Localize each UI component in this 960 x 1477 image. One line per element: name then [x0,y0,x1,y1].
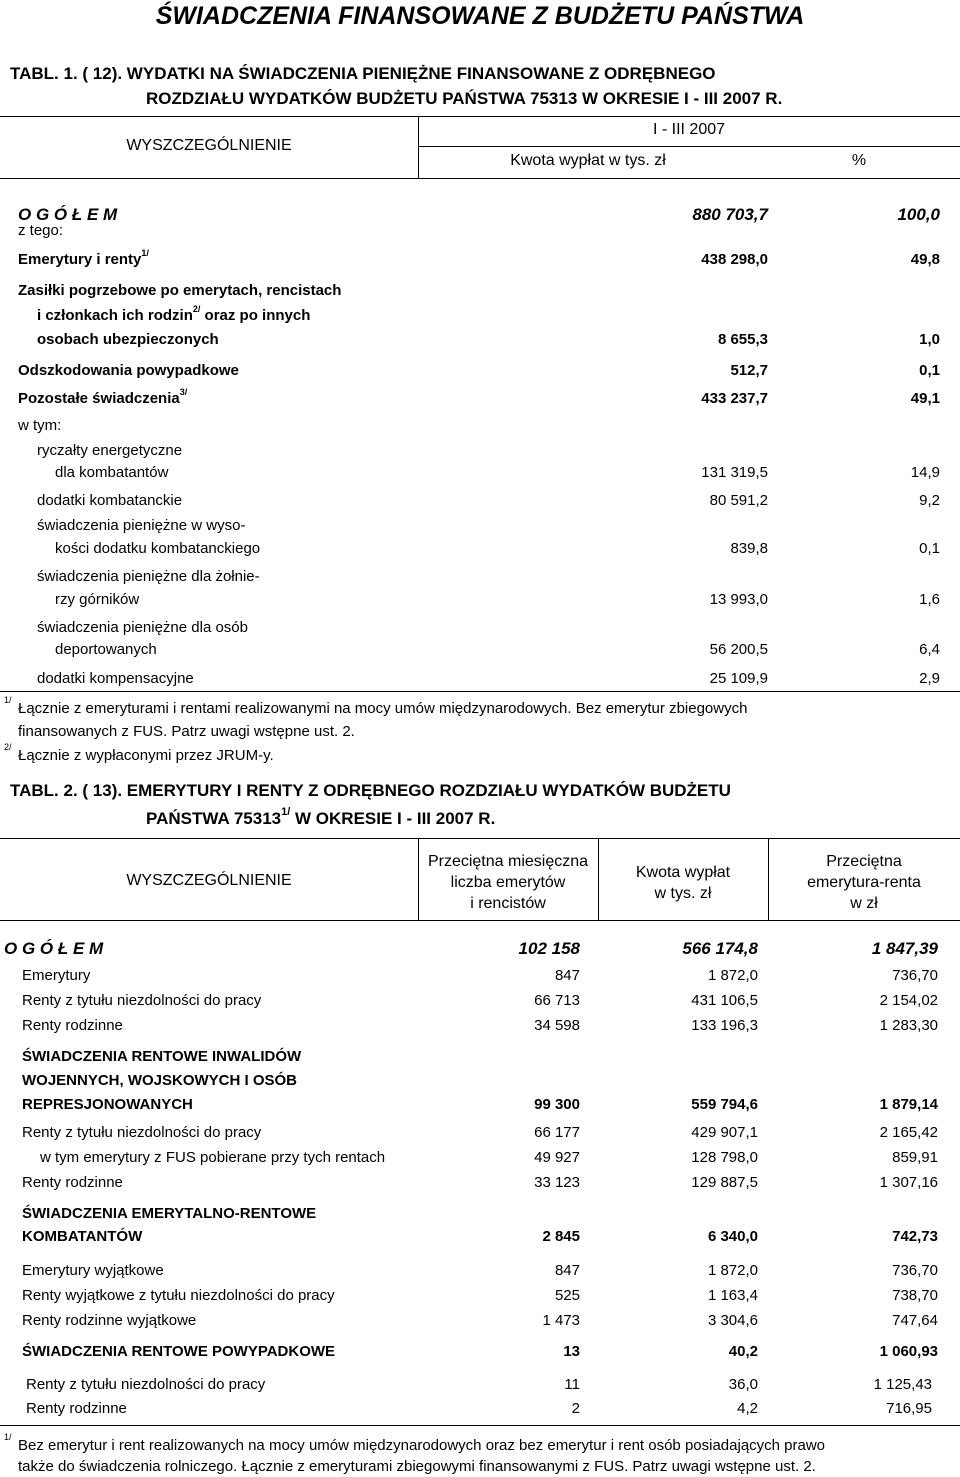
table1-row-pct: 49,8 [910,251,940,268]
table1-header-bottom-rule [0,178,960,179]
table2-row-amount: 133 196,3 [691,1017,758,1034]
table2-row-count: 1 473 [542,1312,580,1329]
table1-row-label: rzy górników [55,591,140,608]
table2-row-label: w tym emerytury z FUS pobierane przy tych rentach [40,1149,386,1166]
table2-title-line2: PAŃSTWA $75313^{1/}$ W OKRESIE I - III 2007 R. [146,806,496,828]
table1-row-label: Odszkodowania powypadkowe [18,362,239,379]
table1-row-amount: 512,7 [730,362,768,379]
table2-section-label: WOJENNYCH, WOJSKOWYCH I OSÓB [22,1072,298,1089]
table2-header-amount: Kwota wypłat w tys. zł [635,864,731,902]
table1-header-pct: % [851,152,867,169]
table2-row-avg: 1 283,30 [879,1017,938,1034]
table2-total-amount: 566 174,8 [682,939,758,958]
table2-total-avg: 1 847,39 [871,939,938,958]
table1-footnote2-mark: 2/ [4,742,12,752]
table2-row-avg: 736,70 [892,967,938,984]
table2-header-avg-count: Przeciętna miesięczna liczba emerytów i rencistów [427,853,589,912]
table2-row-count: 33 123 [534,1174,580,1191]
table1-row-label: świadczenia pieniężne dla osób [37,619,248,636]
table1-row-amount: 839,8 [730,540,768,557]
table2-bottom-rule [0,1425,960,1426]
table1-ztego-label: z tego: [18,222,64,239]
table2-section-label: ŚWIADCZENIA EMERYTALNO-RENTOWE [22,1205,317,1222]
table1-row-label: Zasiłki pogrzebowe po emerytach, rencistach [18,282,342,299]
table1-row-amount: 438 298,0 [701,251,768,268]
table2-row-avg: 2 165,42 [879,1124,938,1141]
table2-row-count: 66 177 [534,1124,580,1141]
table2-header-bottom-rule [0,920,960,921]
table2-row-label: Renty z tytułu niezdolności do pracy [22,992,262,1009]
table1-top-rule [0,116,960,117]
table2-row-avg: 716,95 [886,1400,932,1417]
table2-row-amount: 431 106,5 [691,992,758,1009]
table2-row-amount: 1 872,0 [707,1262,758,1279]
table1-row-label: świadczenia pieniężne dla żołnie- [37,568,260,585]
table2-row-amount: 129 887,5 [691,1174,758,1191]
table2-row-amount: 429 907,1 [691,1124,758,1141]
table2-row-count: 525 [554,1287,580,1304]
table1-row-label: kości dodatku kombatanckiego [55,540,261,557]
table2-row-amount: 559 794,6 [691,1096,758,1113]
table1-row-pct: 0,1 [919,362,940,379]
table1-row-pct: 49,1 [910,390,940,407]
table1-total-label: O G Ó Ł E M [18,205,118,224]
table2-row-avg: 1 125,43 [873,1376,932,1393]
table1-title-line1: TABL. 1. ( 12). WYDATKI NA ŚWIADCZENIA PIENIĘŻNE FINANSOWANE Z ODRĘBNEGO [10,64,716,83]
table1-row-label: Pozostałe świadczenia$^{3/}$ [18,387,188,407]
table2-row-count: 34 598 [534,1017,580,1034]
table2-row-label: Emerytury [22,967,91,984]
table1-row-label: osobach ubezpieczonych [37,331,219,348]
table1-header-amount: Kwota wypłat w tys. zł [510,152,666,169]
table2-row-amount: 36,0 [728,1376,758,1393]
table2-row-amount: 3 304,6 [707,1312,758,1329]
table2-row-count: 11 [564,1376,580,1393]
table2-row-count: 49 927 [534,1149,580,1166]
table2-row-label: Renty wyjątkowe z tytułu niezdolności do pracy [22,1287,335,1304]
table1-row-label: deportowanych [55,641,157,658]
table2-row-amount: 1 872,0 [707,967,758,984]
table2-row-avg: 736,70 [892,1262,938,1279]
table2-row-amount: 4,2 [737,1400,758,1417]
table2-section-label: KOMBATANTÓW [22,1228,143,1245]
table2-row-label: Renty rodzinne [22,1017,123,1034]
table1-footnote2-line: Łącznie z wypłaconymi przez JRUM-y. [18,747,274,764]
table2-row-label: Renty rodzinne [26,1400,127,1417]
table2-row-count: 13 [563,1343,580,1360]
table1-row-pct: 0,1 [919,540,940,557]
table2-row-avg: 747,64 [892,1312,938,1329]
table2-row-label: Renty z tytułu niezdolności do pracy [22,1124,262,1141]
table2-title-line1: TABL. 2. ( 13). EMERYTURY I RENTY Z ODRĘBNEGO ROZDZIAŁU WYDATKÓW BUDŻETU [10,781,731,800]
table1-total-amount: 880 703,7 [692,205,768,224]
table2-row-avg: 2 154,02 [879,992,938,1009]
table1-row-pct: 2,9 [919,670,940,687]
table2-section-label: ŚWIADCZENIA RENTOWE POWYPADKOWE [22,1343,336,1360]
table2-row-count: 2 845 [542,1228,580,1245]
table1-row-amount: 80 591,2 [709,492,768,509]
table1-header-spec: WYSZCZEGÓLNIENIE [126,137,292,154]
table2-row-amount: 6 340,0 [707,1228,758,1245]
table2-row-count: 2 [571,1400,580,1417]
table2-section-label: REPRESJONOWANYCH [22,1096,193,1113]
table2-row-label: Renty z tytułu niezdolności do pracy [26,1376,266,1393]
table1-row-label: dodatki kompensacyjne [37,670,194,687]
table2-total-label: O G Ó Ł E M [4,939,104,958]
table1-row-amount: 56 200,5 [709,641,768,658]
table1-row-label: dla kombatantów [55,464,169,481]
table2-row-avg: 859,91 [892,1149,938,1166]
table1-row-amount: 433 237,7 [701,390,768,407]
table1-wtym-label: w tym: [18,417,62,434]
table2-row-avg: 1 060,93 [879,1343,938,1360]
table2-row-amount: 40,2 [728,1343,758,1360]
table1-footnote1-line2: finansowanych z FUS. Patrz uwagi wstępne ust. 2. [18,723,355,740]
table1-footnote1-line1: Łącznie z emeryturami i rentami realizowanymi na mocy umów międzynarodowych. Bez emerytur zbiegowych [18,700,748,717]
table1-row-label: ryczałty energetyczne [37,442,183,459]
table1-row-label: Emerytury i renty$^{1/}$ [18,248,149,268]
table2-row-count: 99 300 [534,1096,580,1113]
table2-row-amount: 128 798,0 [691,1149,758,1166]
table2-row-label: Emerytury wyjątkowe [22,1262,164,1279]
table1-row-amount: 25 109,9 [709,670,768,687]
table1-header-mid-rule [418,146,960,147]
table1-title-line2: ROZDZIAŁU WYDATKÓW BUDŻETU PAŃSTWA 75313 W OKRESIE I - III 2007 R. [146,89,783,108]
table1-row-label: dodatki kombatanckie [37,492,183,509]
table2-footnote-line2: także do świadczenia rolniczego. Łącznie z emeryturami zbiegowymi finansowanymi z FUS. Patrz uwagi wstępne ust. 2. [18,1458,816,1475]
table2-row-count: 847 [554,1262,580,1279]
table2-total-count: 102 158 [518,939,580,958]
table1-row-label: i członkach ich rodzin$^{2/}$ oraz po innych [37,304,311,324]
table2-row-amount: 1 163,4 [707,1287,758,1304]
table1-bottom-rule [0,691,960,692]
table1-row-label: świadczenia pieniężne w wyso- [37,517,246,534]
table2-row-label: Renty rodzinne [22,1174,123,1191]
table1-row-pct: 6,4 [919,641,940,658]
table2-row-count: 847 [554,967,580,984]
table1-row-amount: 131 319,5 [701,464,768,481]
table1-total-pct: 100,0 [897,205,940,224]
table2-footnote-mark: 1/ [4,1432,12,1442]
table2-row-avg: 1 307,16 [879,1174,938,1191]
table1-row-pct: 9,2 [919,492,940,509]
table1-footnote1-mark: 1/ [4,695,12,705]
table2-top-rule [0,838,960,839]
table2-row-avg: 742,73 [892,1228,938,1245]
table2-row-count: 66 713 [534,992,580,1009]
table2-footnote-line1: Bez emerytur i rent realizowanych na mocy umów międzynarodowych oraz bez emerytur i rent osób posiadających prawo [18,1437,826,1454]
table2-row-avg: 1 879,14 [879,1096,938,1113]
table1-header-period: I - III 2007 [652,121,726,138]
table1-row-amount: 8 655,3 [717,331,768,348]
table2-row-label: Renty rodzinne wyjątkowe [22,1312,197,1329]
table2-header-avg-pension: Przeciętna emerytura-renta w zł [807,853,921,912]
table1-row-pct: 14,9 [910,464,940,481]
table1-row-amount: 13 993,0 [709,591,768,608]
table1-row-pct: 1,0 [919,331,940,348]
page-title: ŚWIADCZENIA FINANSOWANE Z BUDŻETU PAŃSTWA [155,2,805,30]
table2-header-spec: WYSZCZEGÓLNIENIE [126,872,292,889]
table2-row-avg: 738,70 [892,1287,938,1304]
table1-row-pct: 1,6 [919,591,940,608]
table2-section-label: ŚWIADCZENIA RENTOWE INWALIDÓW [22,1048,302,1065]
